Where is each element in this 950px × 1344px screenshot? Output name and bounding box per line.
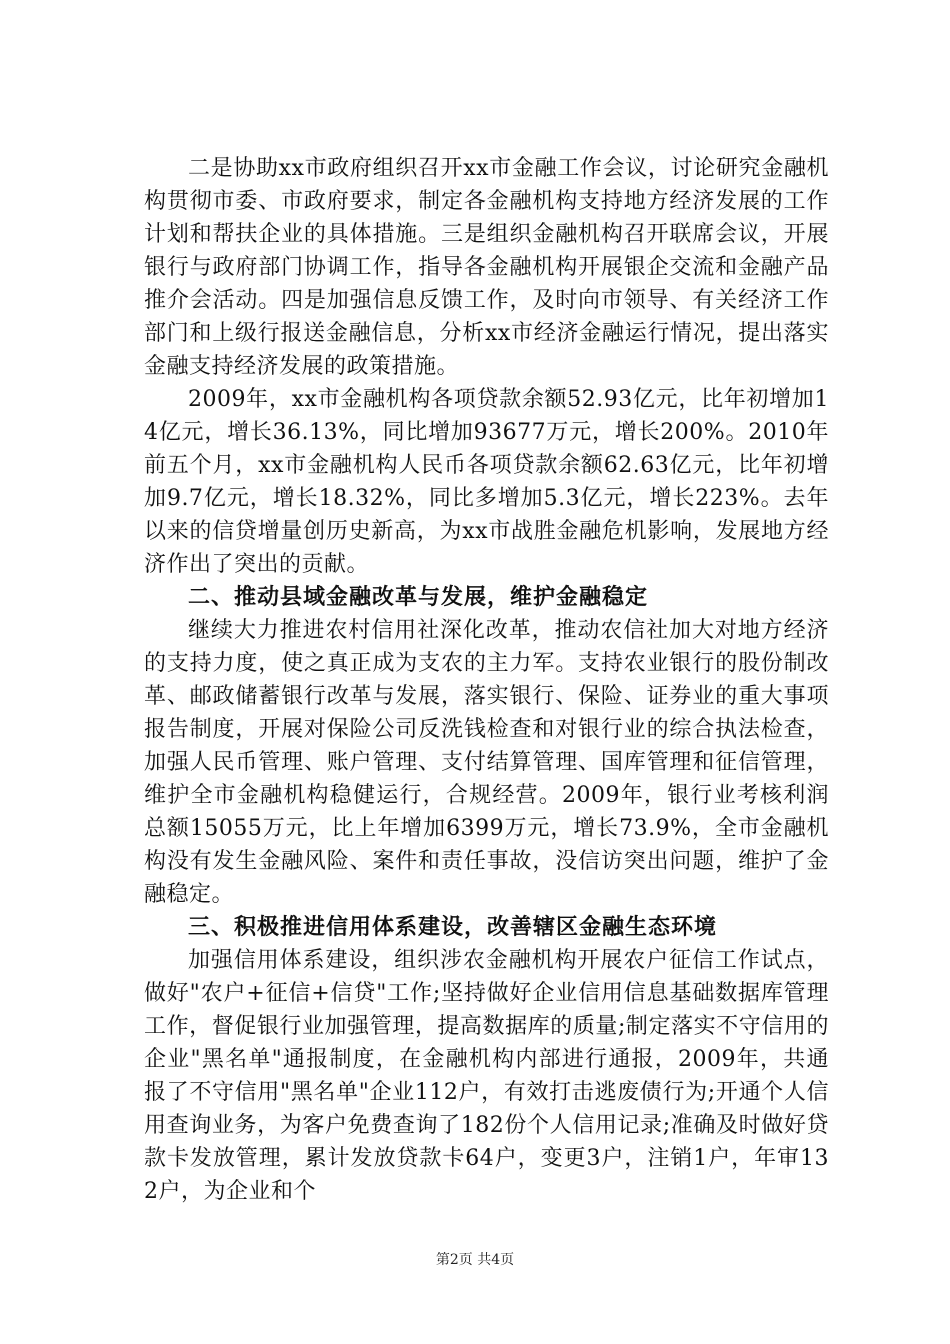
paragraph-2: 2009年，xx市金融机构各项贷款余额52.93亿元，比年初增加14亿元，增长36.13%，同比增加93677万元，增长200%。2010年前五个月，xx市金融机构人民币各项贷款余额62.63亿元，比年初增加9.7亿元，增长18.32%，同比多增加5.3亿元，增长223%。去年以来的信贷增量创历史新高，为xx市战胜金融危机影响，发展地方经济作出了突出的贡献。 [144, 387, 829, 577]
paragraph-3: 继续大力推进农村信用社深化改革，推动农信社加大对地方经济的支持力度，使之真正成为支农的主力军。支持农业银行的股份制改革、邮政储蓄银行改革与发展，落实银行、保险、证券业的重大事项报告制度，开展对保险公司反洗钱检查和对银行业的综合执法检查，加强人民币管理、账户管理、支付结算管理、国库管理和征信管理，维护全市金融机构稳健运行，合规经营。2009年，银行业考核利润总额15055万元，比上年增加6399万元，增长73.9%，全市金融机构没有发生金融风险、案件和责任事故，没信访突出问题，维护了金融稳定。 [144, 618, 829, 907]
section-heading-2: 二、推动县域金融改革与发展，维护金融稳定 [188, 585, 649, 610]
page-footer: 第2页 共4页 [435, 1252, 515, 1268]
section-heading-3: 三、积极推进信用体系建设，改善辖区金融生态环境 [188, 915, 718, 940]
paragraph-1: 二是协助xx市政府组织召开xx市金融工作会议，讨论研究金融机构贯彻市委、市政府要求，制定各金融机构支持地方经济发展的工作计划和帮扶企业的具体措施。三是组织金融机构召开联席会议，开展银行与政府部门协调工作，指导各金融机构开展银企交流和金融产品推介会活动。四是加强信息反馈工作，及时向市领导、有关经济工作部门和上级行报送金融信息，分析xx市经济金融运行情况，提出落实金融支持经济发展的政策措施。 [144, 156, 829, 379]
document-body [144, 152, 829, 1208]
paragraph-4: 加强信用体系建设，组织涉农金融机构开展农户征信工作试点，做好"农户+征信+信贷"工作;坚持做好企业信用信息基础数据库管理工作，督促银行业加强管理，提高数据库的质量;制定落实不守信用的企业"黑名单"通报制度，在金融机构内部进行通报，2009年，共通报了不守信用"黑名单"企业112户，有效打击逃废债行为;开通个人信用查询业务，为客户免费查询了182份个人信用记录;准确及时做好贷款卡发放管理，累计发放贷款卡64户，变更3户，注销1户，年审132户，为企业和个 [144, 948, 829, 1204]
